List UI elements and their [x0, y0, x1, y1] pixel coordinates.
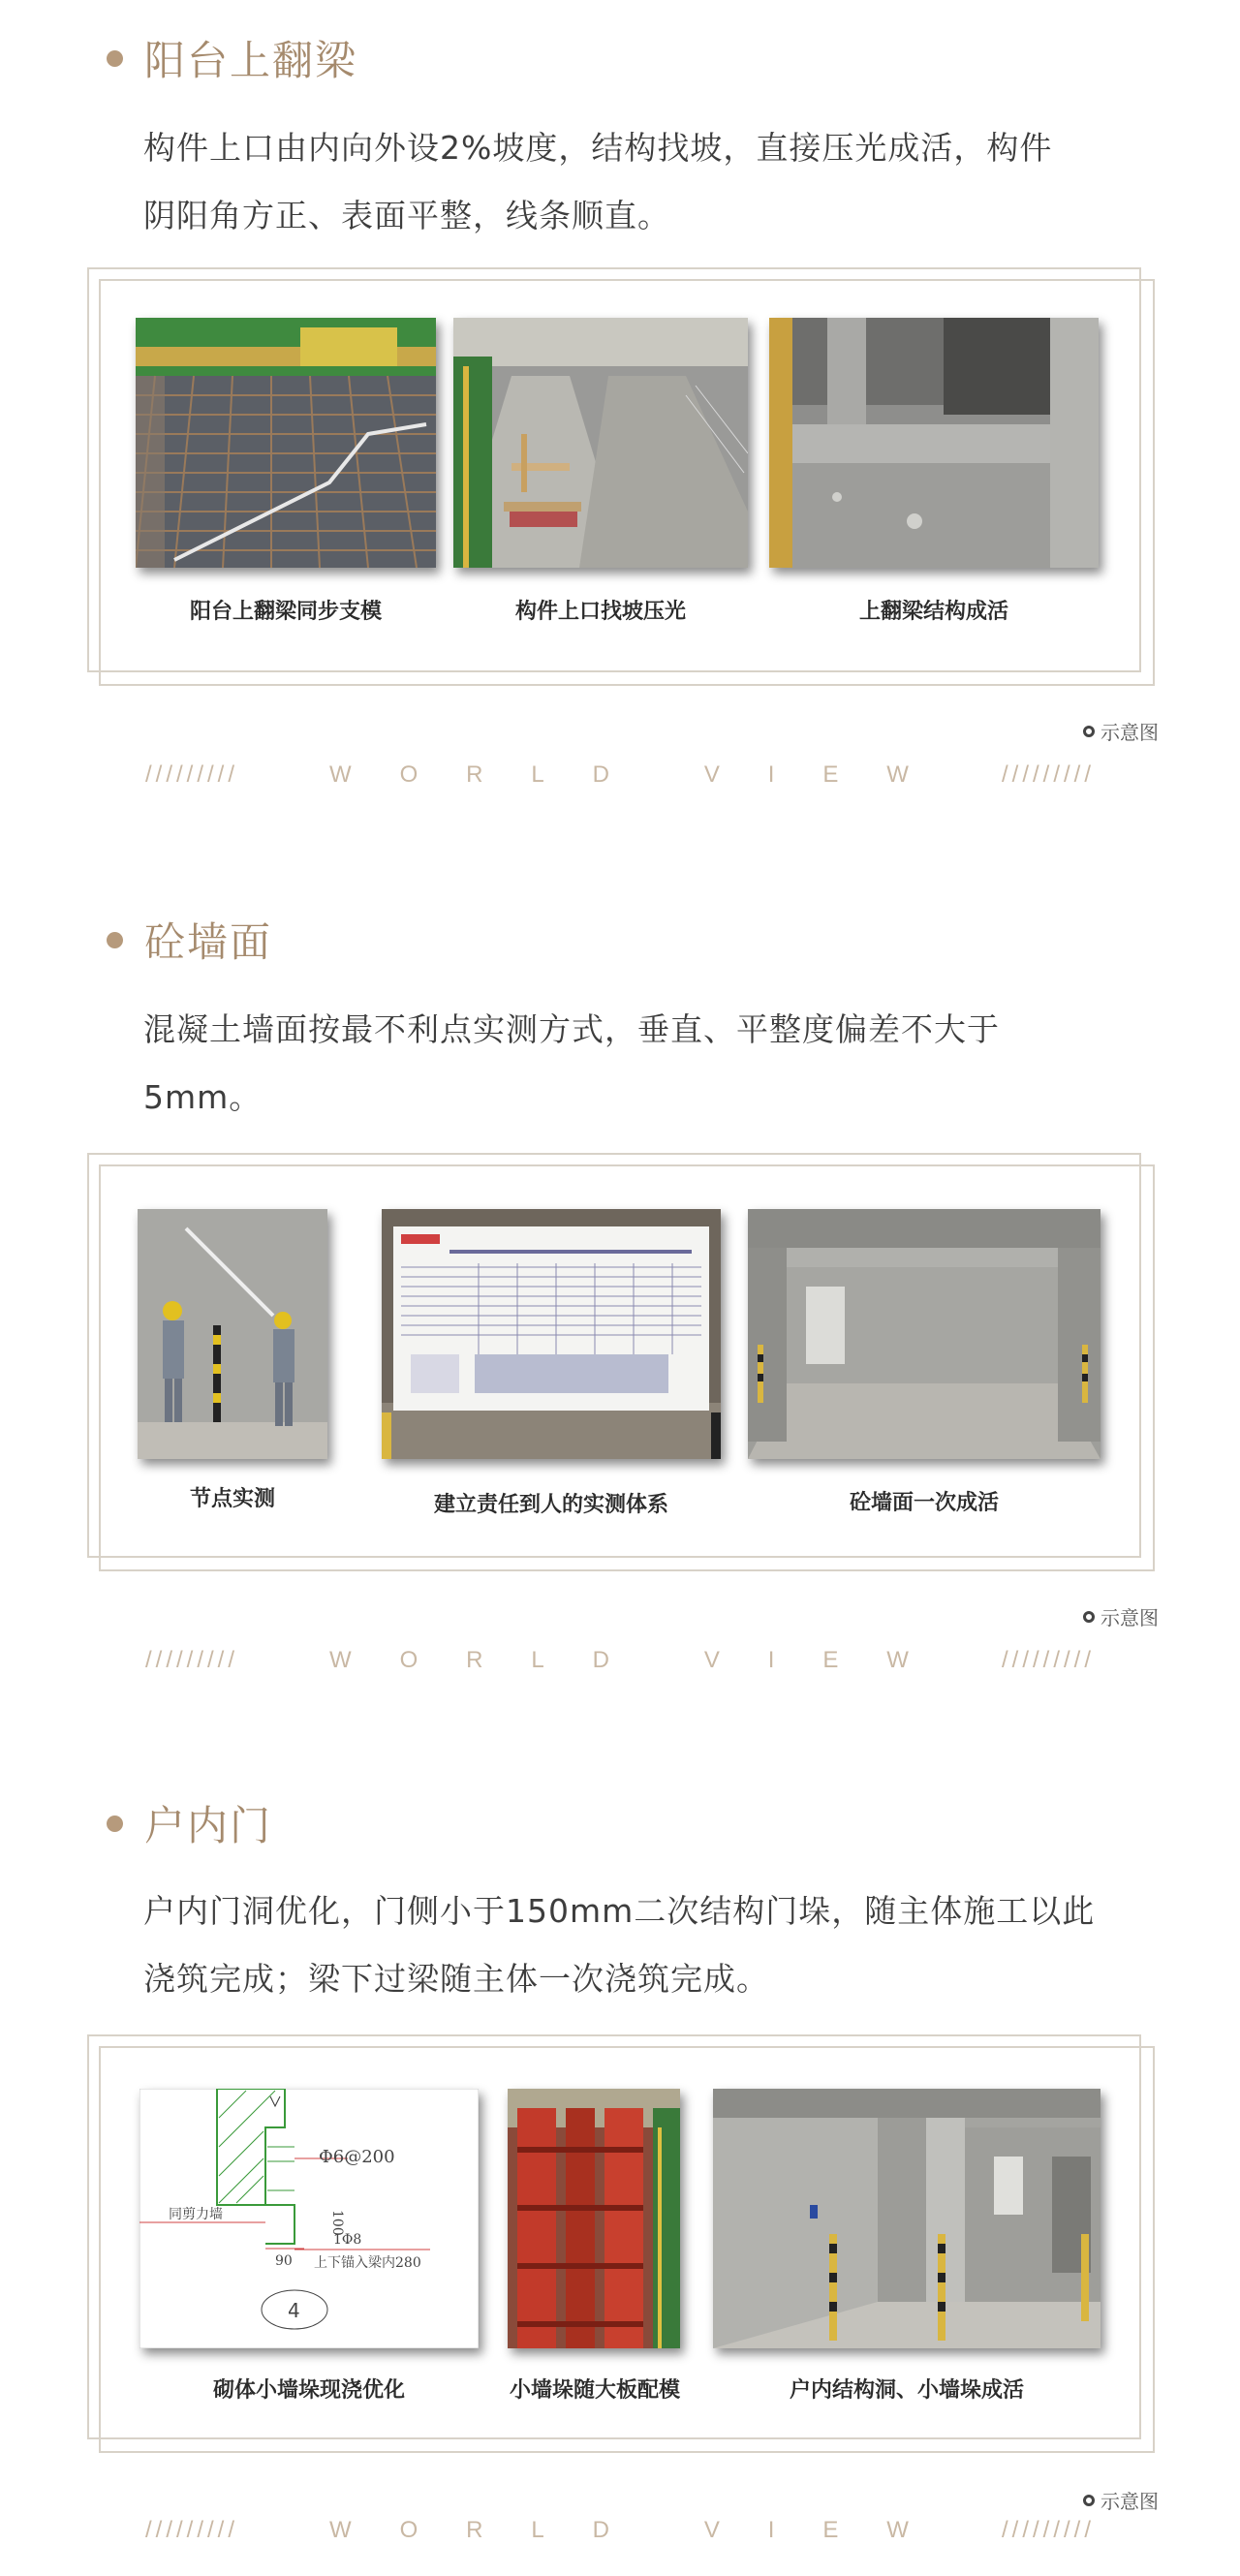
photo-door-opening-finished — [713, 2089, 1100, 2348]
photo-caption: 阳台上翻梁同步支模 — [189, 600, 382, 624]
schematic-note — [1083, 1602, 1159, 1630]
circle-bullet-icon — [1083, 726, 1095, 737]
photo-caption: 构件上口找坡压光 — [514, 600, 686, 624]
photo-caption: 户内结构洞、小墙垛成活 — [789, 2378, 1024, 2403]
drawing-label-wall: 同剪力墙 — [169, 2207, 223, 2222]
note-text: 示意图 — [1100, 1606, 1159, 1629]
photo-wall-pier-drawing — [140, 2089, 479, 2348]
photo-wall-finished — [748, 1209, 1100, 1459]
photo-beam-slope — [453, 318, 748, 568]
photo-caption: 上翻梁结构成活 — [858, 600, 1008, 624]
section-heading — [107, 29, 357, 87]
section-title: 户内门 — [144, 1802, 273, 1849]
world-view-divider: ///////// W O R L D V I E W ///////// — [145, 1647, 1095, 1673]
divider-slashes: ///////// — [1001, 761, 1095, 788]
divider-slashes: ///////// — [1001, 1647, 1095, 1673]
photo-caption: 节点实测 — [189, 1487, 275, 1511]
section-title: 砼墙面 — [144, 918, 273, 966]
paragraph-line: 构件上口由内向外设2%坡度，结构找坡，直接压光成活，构件 — [143, 129, 1053, 167]
divider-slashes: ///////// — [1001, 2517, 1095, 2543]
note-text: 示意图 — [1100, 2490, 1159, 2513]
paragraph-line: 混凝土墙面按最不利点实测方式，垂直、平整度偏差不大于 — [143, 1010, 1000, 1048]
circle-bullet-icon — [1083, 1611, 1095, 1623]
photo-caption: 小墙垛随大板配模 — [509, 2378, 680, 2403]
bullet-dot-icon — [107, 50, 123, 67]
divider-slashes: ///////// — [145, 761, 239, 788]
paragraph-line: 阴阳角方正、表面平整，线条顺直。 — [143, 197, 670, 234]
section-paragraph — [143, 996, 1122, 1132]
schematic-note — [1083, 2486, 1159, 2514]
section-heading — [107, 1794, 272, 1852]
world-view-divider: ///////// W O R L D V I E W ///////// — [145, 761, 1095, 788]
bullet-dot-icon — [107, 1816, 123, 1832]
world-view-divider: ///////// W O R L D V I E W ///////// — [145, 2517, 1095, 2543]
drawing-label-dim90: 90 — [275, 2253, 293, 2269]
drawing-label-number: 4 — [288, 2299, 300, 2322]
photo-measurement-board — [382, 1209, 721, 1459]
circle-bullet-icon — [1083, 2495, 1095, 2506]
photo-caption: 砌体小墙垛现浇优化 — [212, 2378, 405, 2403]
paragraph-line: 浇筑完成；梁下过梁随主体一次浇筑完成。 — [143, 1960, 769, 1998]
divider-slashes: ///////// — [145, 1647, 239, 1673]
section-paragraph — [143, 1878, 1122, 2013]
paragraph-line: 户内门洞优化，门侧小于150mm二次结构门垛，随主体施工以此 — [143, 1892, 1096, 1930]
drawing-label-anchor1: 1Φ8 — [333, 2232, 362, 2248]
photo-beam-finished — [769, 318, 1099, 568]
bullet-dot-icon — [107, 932, 123, 948]
note-text: 示意图 — [1100, 721, 1159, 744]
divider-slashes: ///////// — [145, 2517, 239, 2543]
photo-rebar-formwork — [136, 318, 436, 568]
photo-caption: 砼墙面一次成活 — [849, 1491, 999, 1515]
drawing-label-rebar: Φ6@200 — [319, 2147, 395, 2167]
drawing-label-anchor2: 上下锚入梁内280 — [314, 2255, 421, 2271]
drawing-label-dim100: 100 — [329, 2210, 345, 2236]
photo-formwork-panels — [508, 2089, 680, 2348]
schematic-note — [1083, 717, 1159, 745]
photo-node-measurement — [138, 1209, 327, 1459]
section-paragraph — [143, 114, 1122, 250]
section-heading — [107, 911, 272, 969]
photo-caption: 建立责任到人的实测体系 — [433, 1493, 668, 1517]
section-title: 阳台上翻梁 — [144, 37, 358, 84]
paragraph-line: 5mm。 — [143, 1078, 263, 1116]
